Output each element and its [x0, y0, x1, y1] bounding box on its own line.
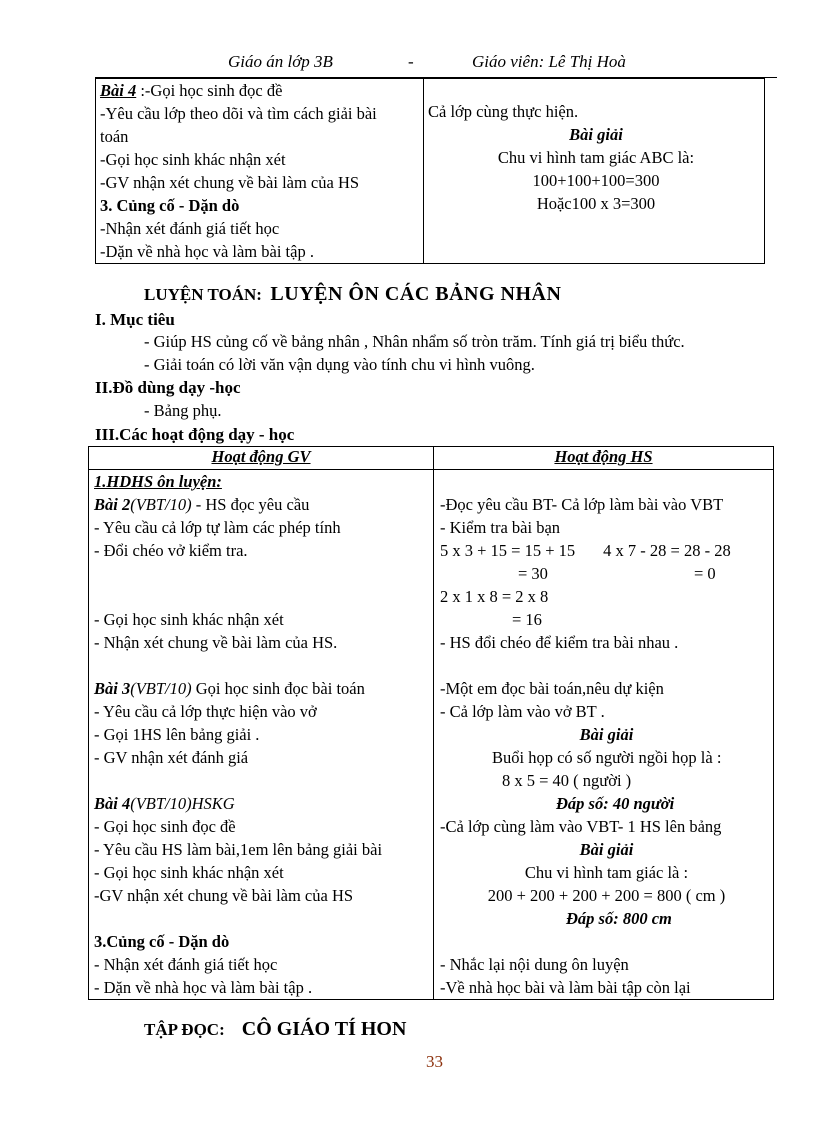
hs-blank: [440, 930, 773, 953]
gv-section3-title: 3.Củng cố - Dặn dò: [94, 932, 230, 951]
gv-bai2-line-2: - Yêu cầu cả lớp tự làm các phép tính: [94, 518, 341, 537]
hs-section3-line-3: -Về nhà học bài và làm bài tập còn lại: [440, 978, 691, 997]
hs-bai2-line-2: - Kiểm tra bài bạn: [440, 518, 561, 537]
hs-bai4-line-3: Chu vi hình tam giác là :: [524, 863, 689, 882]
gv-column-header: Hoạt động GV: [89, 447, 434, 470]
hs-bai2-calc-row-2: = 30 = 0: [518, 564, 716, 583]
table1-left-line-3: toán: [100, 127, 129, 146]
gv-bai2-line: Bài 2(VBT/10) - HS đọc yêu cầu: [94, 495, 310, 514]
hs-bai2-line-7: - HS đổi chéo để kiểm tra bài nhau .: [440, 633, 679, 652]
lesson-table-continued: [95, 78, 765, 264]
hs-blank: [440, 654, 773, 677]
gv-bai4-line-2: - Gọi học sinh đọc đề: [94, 817, 236, 836]
hs-bai2-calc-row-1: 5 x 3 + 15 = 15 + 15 4 x 7 - 28 = 28 - 28: [440, 541, 731, 560]
table1-left-line-2: -Yêu cầu lớp theo dõi và tìm cách giải bài: [100, 104, 377, 123]
header-teacher-label: Giáo viên: Lê Thị Hoà: [472, 52, 626, 71]
hs-bai2-calc-row-3: 2 x 1 x 8 = 2 x 8: [440, 587, 549, 606]
activities-heading: III.Các hoạt động dạy - học: [95, 425, 295, 444]
gv-blank: [94, 907, 433, 930]
materials-heading: II.Đồ dùng dạy -học: [95, 378, 241, 397]
page-number: 33: [426, 1052, 443, 1071]
table1-right-line-1: Cả lớp cùng thực hiện.: [428, 102, 579, 121]
gv-section1-title: 1.HDHS ôn luyện:: [94, 472, 222, 491]
hs-bai4-line-4: 200 + 200 + 200 + 200 = 800 ( cm ): [487, 886, 726, 905]
gv-blank: [94, 654, 433, 677]
hs-bai4-line-1: -Cả lớp cùng làm vào VBT- 1 HS lên bảng: [440, 817, 722, 836]
gv-bai2-line-3: - Đổi chéo vở kiểm tra.: [94, 541, 248, 560]
gv-bai4-line-5: -GV nhận xét chung về bài làm của HS: [94, 886, 354, 905]
gv-blank: [94, 585, 433, 608]
table1-right-line-3: Chu vi hình tam giác ABC là:: [497, 148, 695, 167]
table1-left-line-5: -GV nhận xét chung về bài làm của HS: [100, 173, 360, 192]
gv-bai3-line-4: - GV nhận xét đánh giá: [94, 748, 249, 767]
hs-activities-cell: [434, 470, 774, 1000]
hs-bai3-solution-label: Bài giải: [579, 725, 634, 744]
hs-bai3-line-5: 8 x 5 = 40 ( người ): [502, 771, 632, 790]
hs-bai3-line-1: -Một em đọc bài toán,nêu dự kiện: [440, 679, 664, 698]
hs-bai3-line-4: Buổi họp có số người ngồi họp là :: [492, 748, 722, 767]
table1-right-line-5: Hoặc100 x 3=300: [536, 194, 656, 213]
materials-item-1: - Bảng phụ.: [144, 401, 222, 420]
table1-left-line-1: Bài 4 :-Gọi học sinh đọc đề: [100, 81, 283, 100]
gv-blank: [94, 562, 433, 585]
objective-item-2: - Giải toán có lời văn vận dụng vào tính chu vi hình vuông.: [144, 355, 535, 374]
header-class-label: Giáo án lớp 3B: [228, 52, 333, 71]
table1-left-line-4: -Gọi học sinh khác nhận xét: [100, 150, 286, 169]
gv-blank: [94, 769, 433, 792]
gv-bai4-line: Bài 4(VBT/10)HSKG: [94, 794, 235, 813]
objectives-heading: I. Mục tiêu: [95, 310, 175, 329]
student-column: [424, 79, 765, 264]
gv-activities-cell: [89, 470, 434, 1000]
section-title: LUYỆN TOÁN: LUYỆN ÔN CÁC BẢNG NHÂN: [144, 283, 562, 305]
next-lesson-title: TẬP ĐỌC: CÔ GIÁO TÍ HON: [144, 1018, 407, 1040]
table1-right-line-4: 100+100+100=300: [532, 171, 660, 190]
objective-item-1: - Giúp HS củng cố về bảng nhân , Nhân nhẩm số tròn trăm. Tính giá trị biểu thức.: [144, 332, 685, 351]
hs-bai2-calc-row-4: = 16: [512, 610, 542, 629]
table1-left-line-6: 3. Củng cố - Dặn dò: [100, 196, 240, 215]
activities-table: [88, 446, 774, 1000]
gv-section3-line-2: - Nhận xét đánh giá tiết học: [94, 955, 278, 974]
gv-bai2-line-7: - Nhận xét chung về bài làm của HS.: [94, 633, 338, 652]
gv-bai3-line-2: - Yêu cầu cả lớp thực hiện vào vở: [94, 702, 317, 721]
teacher-column: [96, 79, 424, 264]
gv-bai3-line: Bài 3(VBT/10) Gọi học sinh đọc bài toán: [94, 679, 365, 698]
header-separator: -: [408, 52, 414, 71]
table1-right-solution-label: Bài giải: [569, 125, 623, 144]
hs-bai4-answer: Đáp số: 800 cm: [566, 909, 672, 928]
hs-bai3-line-2: - Cả lớp làm vào vở BT .: [440, 702, 605, 721]
hs-column-header: Hoạt động HS: [434, 447, 774, 470]
hs-section3-line-2: - Nhắc lại nội dung ôn luyện: [440, 955, 629, 974]
gv-bai2-line-6: - Gọi học sinh khác nhận xét: [94, 610, 284, 629]
gv-bai3-line-3: - Gọi 1HS lên bảng giải .: [94, 725, 260, 744]
hs-bai4-solution-label: Bài giải: [579, 840, 634, 859]
table1-left-line-8: -Dặn về nhà học và làm bài tập .: [100, 242, 314, 261]
table1-left-line-7: -Nhận xét đánh giá tiết học: [100, 219, 280, 238]
gv-section3-line-3: - Dặn về nhà học và làm bài tập .: [94, 978, 313, 997]
gv-bai4-line-3: - Yêu cầu HS làm bài,1em lên bảng giải bài: [94, 840, 383, 859]
hs-blank: [440, 470, 773, 493]
hs-bai2-line-1: -Đọc yêu cầu BT- Cả lớp làm bài vào VBT: [440, 495, 724, 514]
hs-bai3-answer: Đáp số: 40 người: [556, 794, 675, 813]
gv-bai4-line-4: - Gọi học sinh khác nhận xét: [94, 863, 284, 882]
